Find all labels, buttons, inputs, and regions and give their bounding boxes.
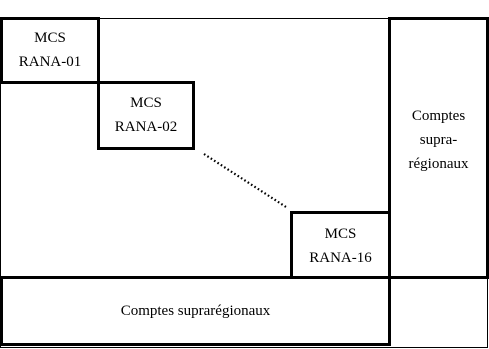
mcs-box-rana-16 (290, 211, 391, 279)
mcs-box-rana-01-line-2: RANA-01 (18, 54, 82, 70)
mcs-box-rana-02 (97, 81, 195, 150)
mcs-box-rana-01 (0, 17, 100, 84)
supraregional-column-line-3: régionaux (408, 156, 469, 172)
supraregional-row-label: Comptes suprarégionaux (120, 303, 271, 319)
supraregional-row-box (0, 276, 391, 346)
mcs-box-rana-16-line-1: MCS (324, 226, 357, 242)
mcs-box-rana-01-line-1: MCS (34, 30, 66, 46)
mcs-box-rana-16-line-2: RANA-16 (309, 250, 372, 266)
supraregional-column-line-2: supra- (419, 132, 458, 148)
mcs-box-rana-02-line-1: MCS (130, 95, 162, 111)
mcs-box-rana-02-line-2: RANA-02 (114, 119, 178, 135)
supraregional-column-box (388, 17, 489, 279)
supraregional-column-line-1: Comptes (411, 108, 466, 124)
